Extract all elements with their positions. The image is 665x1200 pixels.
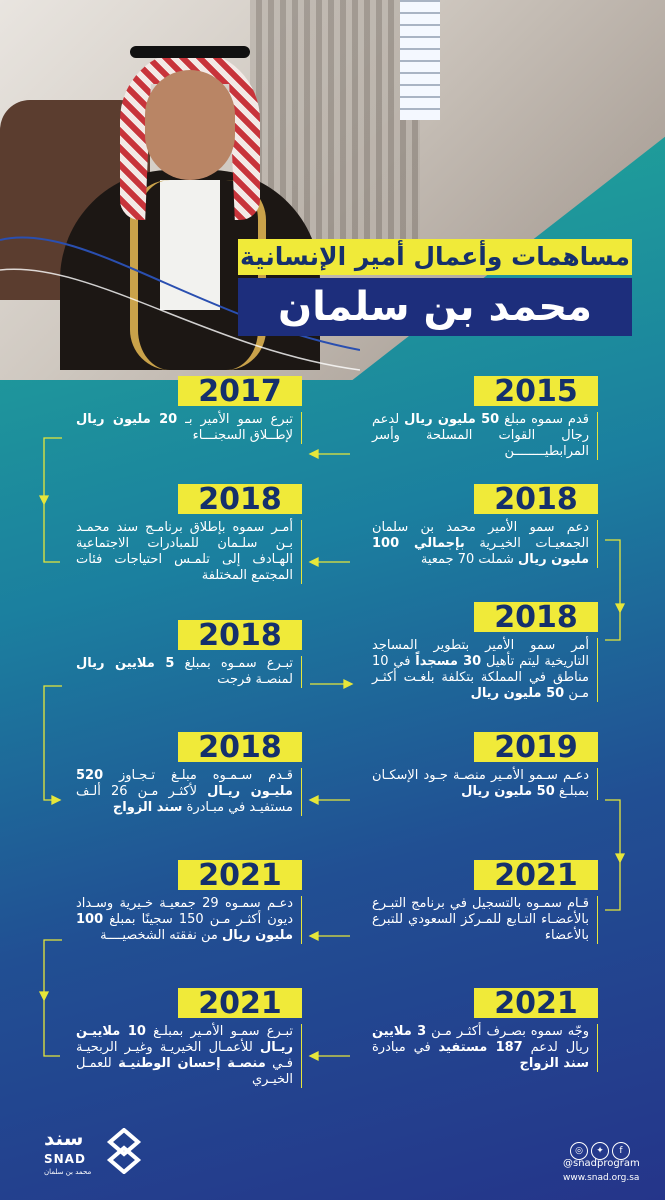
snad-logo [44, 1126, 144, 1186]
item-text: دعـم سمـوه 29 جمعيـة خـيرية وسـداد ديون أكثـر مـن 150 سجينًا بمبلغ 100 مليون ريال من نفقته الشخصيــــة [70, 896, 302, 944]
item-text: قدم سموه مبلغ 50 مليون ريال لدعم رجال القوات المسلحة وأسر المرابطيــــــــن [366, 412, 598, 460]
item-text: تبرع سمو الأمير بـ 20 مليون ريال لإطــلاق السجنـــاء [70, 412, 302, 444]
item-text: دعم سمو الأمير محمد بن سلمان الجمعيـات الخيـرية بإجمالي 100 مليون ريال شملت 70 جمعية [366, 520, 598, 568]
item-text: تبـرع سمـو الأمـير بمبلـغ 10 ملاييـن ريـال للأعمـال الخيريـة وغيـر الربحيـة فـي منصـة إحسان الوطنيـة للعمـل الخيـري [70, 1024, 302, 1088]
item-text: قـام سمـوه بالتسجيل في برنامج التبـرع بالأعضـاء التـابع للمـركز السعودي للتبرع بالأعضاء [366, 896, 598, 944]
year-badge: 2015 [474, 376, 598, 406]
snad-logo-mark [104, 1128, 144, 1174]
year-badge: 2018 [178, 484, 302, 514]
website-link[interactable]: www.snad.org.sa [563, 1173, 640, 1183]
year-badge: 2018 [474, 484, 598, 514]
title-line-2: محمد بن سلمان [238, 278, 632, 336]
logo-subtitle: محمد بن سلمان [44, 1168, 92, 1176]
year-badge: 2018 [178, 620, 302, 650]
item-text: أمر سمو الأمير بتطوير المساجد التاريخية ليتم تأهيل 30 مسجداً في 10 مناطق في المملكة بتكلفة بلغـت أكثـر مـن 50 مليون ريال [366, 638, 598, 702]
year-badge: 2017 [178, 376, 302, 406]
year-badge: 2021 [178, 988, 302, 1018]
item-text: تبـرع سمـوه بمبلغ 5 ملايين ريال لمنصـة فرجت [70, 656, 302, 688]
item-text: أمـر سموه بإطلاق برنامـج سند محمـد بـن سلـمان للمبادرات الاجتماعية الهـادف إلى تلمـس احتياجات فئات المجتمع المختلفة [70, 520, 302, 584]
twitter-icon[interactable]: ✦ [591, 1142, 609, 1160]
year-badge: 2018 [178, 732, 302, 762]
year-badge: 2021 [178, 860, 302, 890]
logo-english: SNAD [44, 1152, 86, 1166]
title-line-1: مساهمات وأعمال أمير الإنسانية [238, 239, 632, 275]
social-icons [567, 1138, 647, 1158]
window-background [400, 0, 440, 120]
item-text: قـدم سـمـوه مبلـغ تـجـاوز 520 مليـون ريـال لأكثـر مـن 26 ألـف مستفيـد في مبـادرة سند الزواج [70, 768, 302, 816]
social-handle[interactable]: @snadprogram [563, 1158, 640, 1169]
facebook-icon[interactable]: f [612, 1142, 630, 1160]
instagram-icon[interactable]: ◎ [570, 1142, 588, 1160]
year-badge: 2021 [474, 860, 598, 890]
logo-arabic: سند [44, 1126, 84, 1150]
item-text: وجّه سموه بصـرف أكثـر مـن 3 ملايين ريال لدعم 187 مستفيد في مبادرة سند الزواج [366, 1024, 598, 1072]
year-badge: 2021 [474, 988, 598, 1018]
item-text: دعـم سـمو الأمـير منصـة جـود الإسكـان بمبلـغ 50 مليون ريال [366, 768, 598, 800]
year-badge: 2018 [474, 602, 598, 632]
year-badge: 2019 [474, 732, 598, 762]
